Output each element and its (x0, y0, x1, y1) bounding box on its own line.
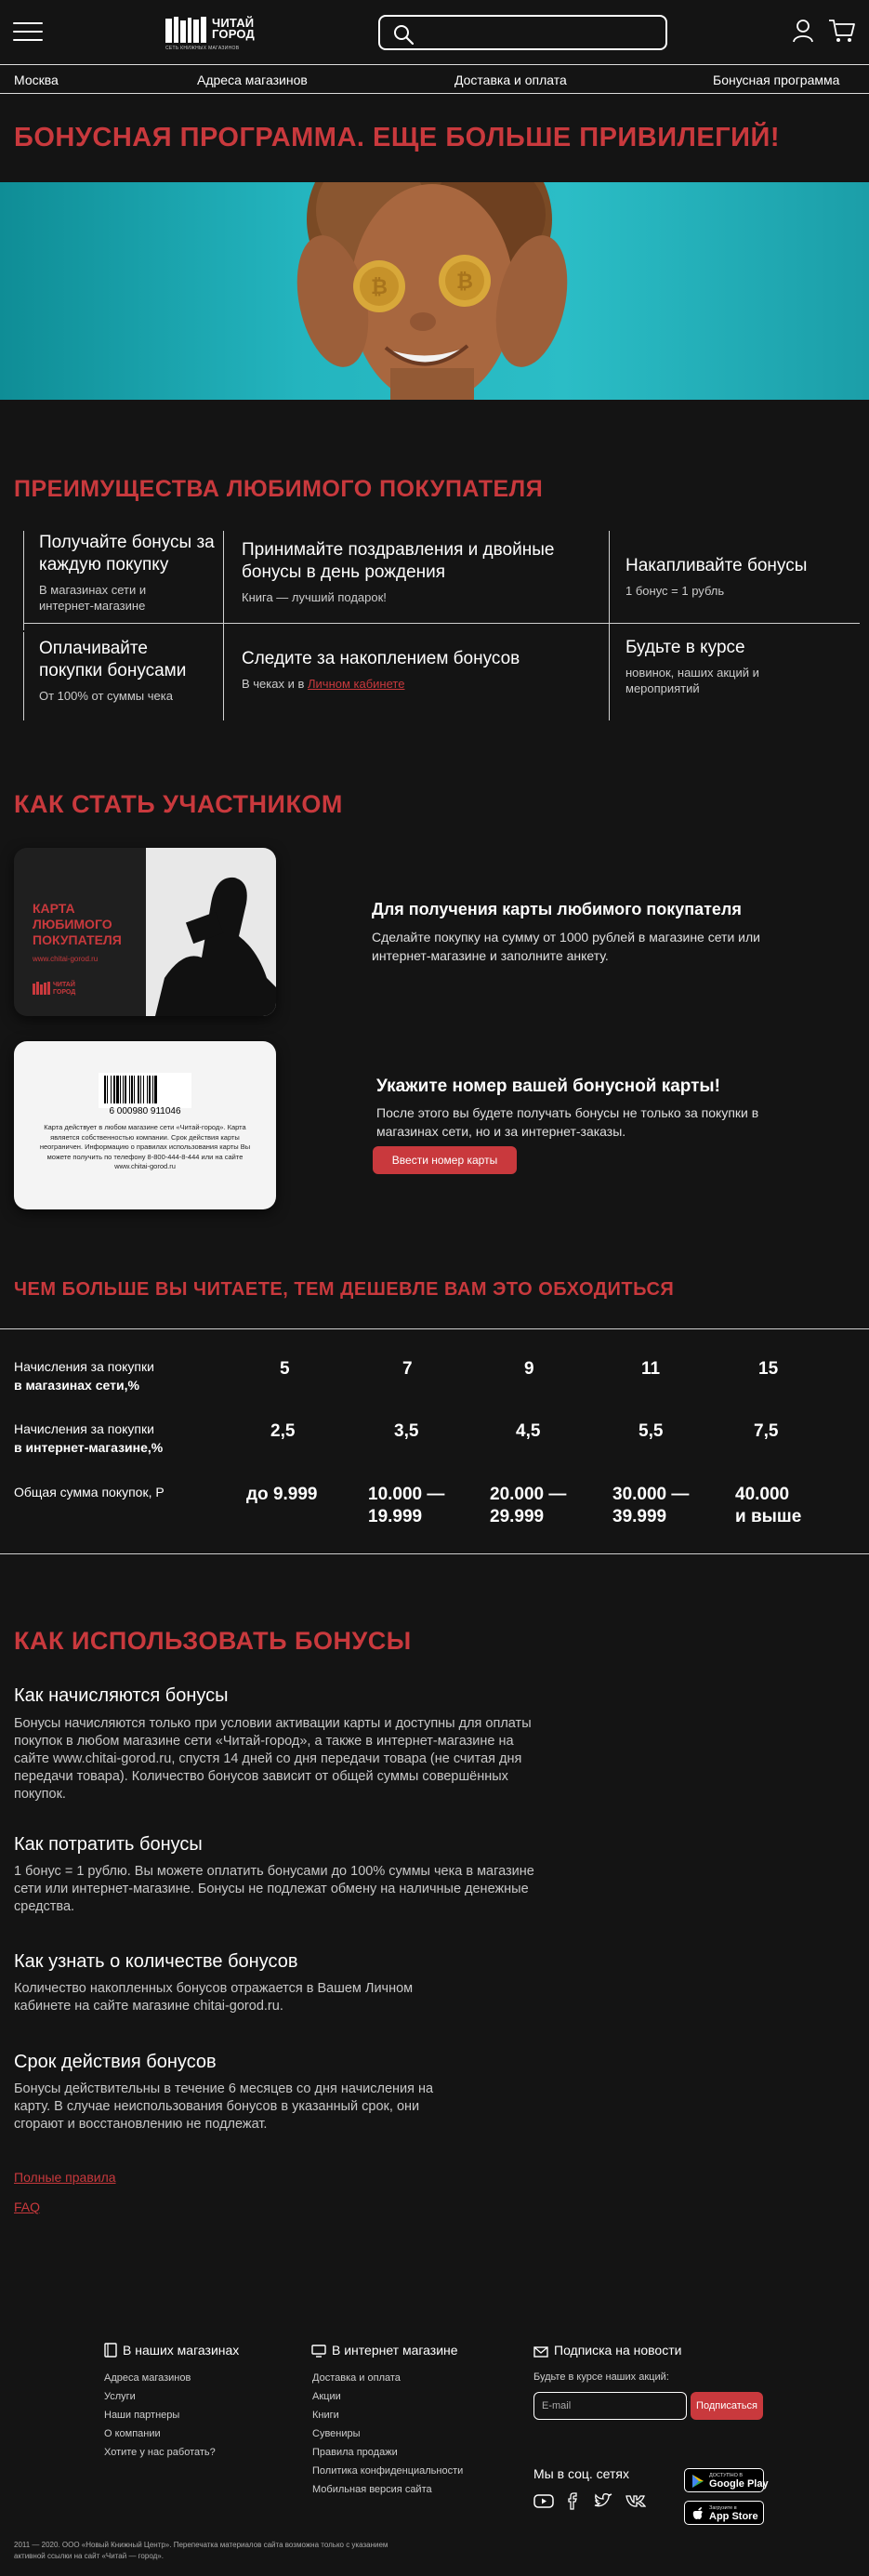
step2-text: После этого вы будете получать бонусы не только за покупки в магазинах сети, но и за интернет-заказы. (376, 1105, 759, 1139)
facebook-icon[interactable] (563, 2491, 584, 2510)
divider (23, 623, 860, 624)
divider (223, 531, 224, 720)
footer-link[interactable]: Правила продажи (312, 2447, 398, 2458)
google-play-badge[interactable]: ДОСТУПНО В Google Play (684, 2468, 764, 2492)
twitter-icon[interactable] (593, 2491, 613, 2510)
usage-paragraph: Бонусы начисляются только при условии активации карты и доступны для оплаты покупок в любом магазине сети «Читай-город», а также в интернет-магазине на сайте www.chitai-gorod.ru, спустя 14 дней со дня передачи товара (не считая дня передачи товара). Количество бонусов зависит от общей суммы совершённых покупок. (14, 1716, 532, 1802)
table-cell: 40.000 и выше (735, 1485, 802, 1526)
card-logo: ЧИТАЙ ГОРОД (53, 982, 76, 996)
card-logo-icon (33, 982, 51, 995)
table-cell: 7 (402, 1359, 413, 1379)
usage-heading: Как начисляются бонусы (14, 1685, 229, 1706)
faq-link[interactable]: FAQ (14, 2200, 41, 2214)
nav-item-bonus[interactable]: Бонусная программа (713, 73, 840, 87)
footer-newsletter-title: Подписка на новости (533, 2343, 681, 2358)
logo[interactable] (165, 17, 268, 52)
footer-link[interactable]: Политика конфиденциальности (312, 2465, 464, 2477)
vk-icon[interactable] (625, 2491, 646, 2510)
divider (0, 1553, 869, 1554)
barcode-number: 6 000980 911046 (109, 1106, 181, 1116)
youtube-icon[interactable] (533, 2491, 554, 2510)
card-title: КАРТА ЛЮБИМОГО ПОКУПАТЕЛЯ (33, 901, 122, 947)
footer-online-list (312, 2369, 463, 2499)
table-cell: 5,5 (639, 1421, 664, 1441)
footer-link[interactable]: Хотите у нас работать? (104, 2447, 216, 2458)
step2-title: Укажите номер вашей бонусной карты! (376, 1077, 720, 1096)
usage-paragraph: Бонусы действительны в течение 6 месяцев со дня начисления на карту. В случае неиспользования бонусов в указанный срок, они сгорают и восстановлению не подлежат. (14, 2081, 434, 2132)
footer-stores-title: В наших магазинах (104, 2343, 239, 2358)
book-icon (104, 2343, 117, 2358)
books-logo-icon (165, 17, 208, 43)
row-label-stores: Начисления за покупки в магазинах сети,% (14, 1359, 154, 1393)
full-rules-link[interactable]: Полные правила (14, 2170, 116, 2185)
usage-title: КАК ИСПОЛЬЗОВАТЬ БОНУСЫ (14, 1627, 412, 1655)
table-cell: 7,5 (754, 1421, 779, 1441)
top-nav (0, 64, 869, 94)
loyalty-card-back (14, 1041, 276, 1209)
table-cell: 10.000 — 19.999 (368, 1485, 445, 1526)
search-icon[interactable] (393, 24, 414, 45)
footer-link[interactable]: Адреса магазинов (104, 2372, 191, 2384)
subscribe-button[interactable]: Подписаться (691, 2392, 763, 2420)
personal-cabinet-link[interactable]: Личном кабинете (308, 677, 405, 691)
hero-illustration (0, 182, 869, 400)
footer-link[interactable]: Акции (312, 2391, 341, 2402)
footer-link[interactable]: Книги (312, 2410, 339, 2421)
usage-paragraph: 1 бонус = 1 рублю. Вы можете оплатить бонусами до 100% суммы чека в магазине сети или интернет-магазине. Бонусы не подлежат обмену на наличные денежные средства. (14, 1864, 534, 1914)
footer-link[interactable]: Наши партнеры (104, 2410, 180, 2421)
advantages-title: ПРЕИМУЩЕСТВА ЛЮБИМОГО ПОКУПАТЕЛЯ (14, 476, 544, 502)
copyright: 2011 — 2020. ООО «Новый Книжный Центр». Перепечатка материалов сайта возможна только с указанием активной ссылки на сайт «Читай — город». (14, 2541, 388, 2560)
usage-heading: Срок действия бонусов (14, 2052, 217, 2072)
join-title: КАК СТАТЬ УЧАСТНИКОМ (14, 790, 343, 818)
table-cell: 30.000 — 39.999 (612, 1485, 690, 1526)
advantage-item: Накапливайте бонусы 1 бонус = 1 рубль (625, 556, 808, 598)
user-icon[interactable] (792, 19, 814, 43)
svg-text:₿: ₿ (371, 276, 388, 299)
step1-text: Сделайте покупку на сумму от 1000 рублей в магазине сети или интернет-магазине и заполните анкету. (372, 930, 760, 963)
usage-heading: Как узнать о количестве бонусов (14, 1951, 298, 1972)
advantage-item: Следите за накоплением бонусов В чеках и в Личном кабинете (242, 649, 520, 691)
barcode-icon (99, 1073, 191, 1108)
social-title: Мы в соц. сетях (533, 2466, 629, 2481)
city-selector[interactable]: Москва (14, 73, 59, 87)
logo-subtitle: СЕТЬ КНИЖНЫХ МАГАЗИНОВ (165, 46, 240, 51)
table-cell: 20.000 — 29.999 (490, 1485, 567, 1526)
reading-person-illustration (127, 848, 276, 1016)
advantage-item: Будьте в курсе новинок, наших акций и мероприятий (625, 638, 759, 695)
footer-link[interactable]: О компании (104, 2428, 161, 2439)
footer-stores-list (104, 2369, 216, 2462)
table-cell: 2,5 (270, 1421, 296, 1441)
logo-name: ЧИТАЙ ГОРОД (212, 16, 256, 41)
divider (23, 531, 24, 630)
enter-card-number-button[interactable]: Ввести номер карты (373, 1146, 517, 1174)
search-box[interactable] (378, 15, 667, 50)
cart-icon[interactable] (828, 19, 856, 43)
table-cell: до 9.999 (246, 1485, 318, 1504)
page-title: БОНУСНАЯ ПРОГРАММА. ЕЩЕ БОЛЬШЕ ПРИВИЛЕГИЙ! (14, 123, 781, 152)
usage-heading: Как потратить бонусы (14, 1834, 203, 1855)
divider (23, 632, 24, 720)
table-cell: 11 (641, 1359, 661, 1379)
search-input[interactable] (421, 22, 653, 43)
nav-item-delivery[interactable]: Доставка и оплата (454, 73, 567, 87)
table-title: ЧЕМ БОЛЬШЕ ВЫ ЧИТАЕТЕ, ТЕМ ДЕШЕВЛЕ ВАМ ЭТО ОБХОДИТЬСЯ (14, 1279, 675, 1300)
footer-link[interactable]: Сувениры (312, 2428, 361, 2439)
advantage-item: Принимайте поздравления и двойные бонусы в день рождения Книга — лучший подарок! (242, 540, 555, 604)
table-cell: 4,5 (516, 1421, 541, 1441)
svg-text:₿: ₿ (456, 271, 473, 294)
row-label-online: Начисления за покупки в интернет-магазине,% (14, 1421, 164, 1455)
footer-link[interactable]: Услуги (104, 2391, 136, 2402)
apple-icon (691, 2506, 704, 2521)
table-cell: 15 (758, 1359, 779, 1379)
hero-image (0, 182, 869, 400)
usage-paragraph: Количество накопленных бонусов отражается в Вашем Личном кабинете на сайте магазине chitai-gorod.ru. (14, 1981, 414, 2014)
table-cell: 3,5 (394, 1421, 419, 1441)
monitor-icon (311, 2345, 326, 2358)
table-cell: 5 (280, 1359, 290, 1379)
subscribe-text: Будьте в курсе наших акций: (533, 2371, 669, 2383)
row-label-total: Общая сумма покупок, Р (14, 1485, 165, 1499)
app-store-badge[interactable]: Загрузите в App Store (684, 2501, 764, 2525)
header (0, 0, 869, 65)
table-cell: 9 (524, 1359, 534, 1379)
card-back-text: Карта действует в любом магазине сети «Читай-город». Карта является собственностью компании. Срок действия карты неограничен. Информацию о правилах использования карты Вы можете получить по телефону 8-800-444-8-444 или на сайте www.chitai-gorod.ru (39, 1123, 251, 1170)
advantage-item: Получайте бонусы за каждую покупку В магазинах сети и интернет-магазине (39, 533, 215, 613)
footer-online-title: В интернет магазине (311, 2343, 458, 2358)
footer-link[interactable]: Доставка и оплата (312, 2372, 401, 2384)
divider (0, 1328, 869, 1329)
card-site: www.chitai-gorod.ru (33, 955, 99, 963)
mail-icon (533, 2346, 548, 2358)
step1-title: Для получения карты любимого покупателя (372, 900, 742, 918)
email-input[interactable] (533, 2392, 687, 2420)
nav-item-addresses[interactable]: Адреса магазинов (197, 73, 308, 87)
divider (609, 531, 610, 720)
loyalty-card-front (14, 848, 276, 1016)
footer-link[interactable]: Мобильная версия сайта (312, 2484, 432, 2495)
advantage-item: Оплачивайте покупки бонусами От 100% от суммы чека (39, 639, 187, 703)
menu-icon[interactable] (13, 22, 43, 43)
google-play-icon (691, 2474, 704, 2489)
